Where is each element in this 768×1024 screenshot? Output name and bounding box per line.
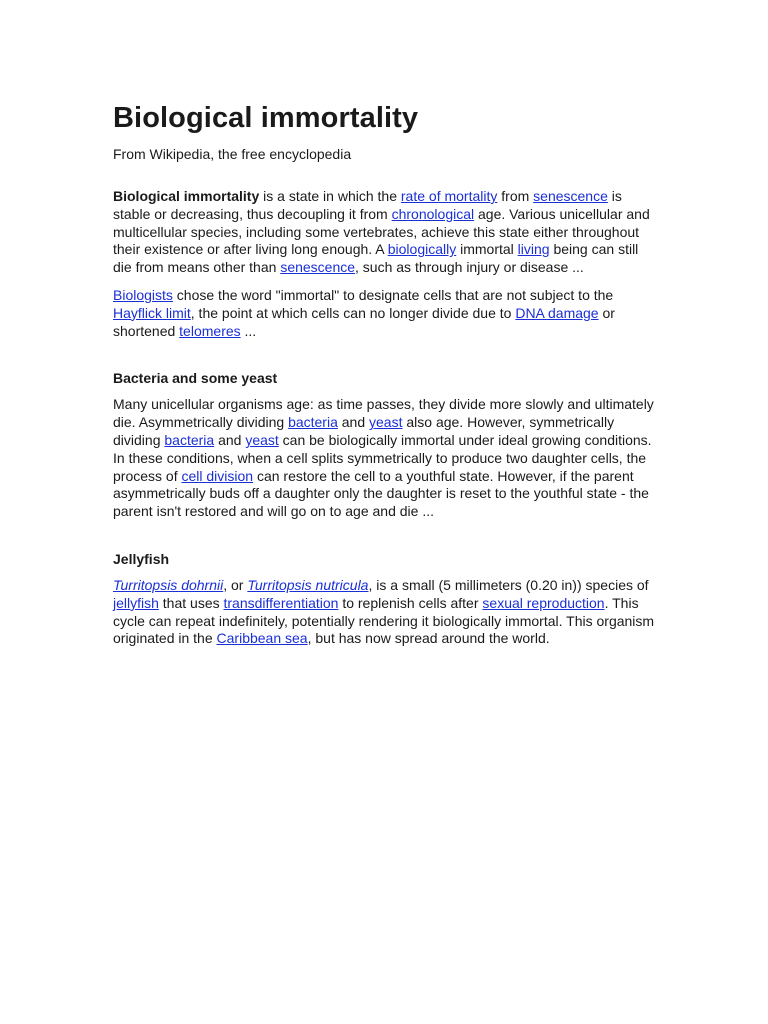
link-yeast[interactable]: yeast: [369, 414, 403, 431]
link-transdifferentiation[interactable]: transdifferentiation: [223, 594, 339, 611]
bold-lead: Biological immortality: [113, 188, 260, 204]
link-turritopsis-dohrnii[interactable]: Turritopsis dohrnii: [113, 576, 224, 593]
page-title: Biological immortality: [113, 102, 419, 134]
link-biologically[interactable]: biologically: [387, 241, 457, 258]
link-telomeres[interactable]: telomeres: [179, 322, 241, 339]
link-turritopsis-nutricula[interactable]: Turritopsis nutricula: [247, 576, 369, 593]
link-hayflick-limit[interactable]: Hayflick limit: [113, 304, 191, 321]
link-rate-of-mortality[interactable]: rate of mortality: [400, 188, 498, 204]
link-biologists[interactable]: Biologists: [113, 286, 173, 303]
link-cell-division[interactable]: cell division: [181, 467, 254, 484]
link-sexual-reproduction[interactable]: sexual reproduction: [482, 594, 605, 611]
intro-paragraph: Biological immortality is a state in which the rate of mortality from senescence is stable or decreasing, thus decoupling it from chronological age. Various unicellular and multicellular species, including some vertebrates, achieve this state either throughout their existence or after living long enough. A biologically immortal living being can still die from means other than senescence, such as through injury or disease ...: [113, 188, 650, 276]
link-caribbean-sea[interactable]: Caribbean sea: [216, 630, 308, 647]
tagline: From Wikipedia, the free encyclopedia: [113, 146, 352, 162]
section-heading-jellyfish: Jellyfish: [113, 550, 170, 567]
jellyfish-paragraph: Turritopsis dohrnii, or Turritopsis nutricula, is a small (5 millimeters (0.20 in)) species of jellyfish that uses transdifferentiation to replenish cells after sexual reproduction. This cycle can repeat indefinitely, potentially rendering it biologically immortal. This organism originated in the Caribbean sea, but has now spread around the world.: [113, 576, 655, 647]
link-living[interactable]: living: [517, 241, 550, 258]
cells-paragraph: Biologists chose the word "immortal" to designate cells that are not subject to the Hayflick limit, the point at which cells can no longer divide due to DNA damage or shortened telomeres ...: [113, 286, 615, 339]
link-yeast-2[interactable]: yeast: [245, 431, 279, 448]
link-senescence-2[interactable]: senescence: [280, 259, 356, 276]
link-jellyfish[interactable]: jellyfish: [113, 594, 159, 611]
bacteria-paragraph: Many unicellular organisms age: as time passes, they divide more slowly and ultimately die. Asymmetrically dividing bacteria and yeast also age. However, symmetrically dividing bacteria and yeast can be biologically immortal under ideal growing conditions. In these conditions, when a cell splits symmetrically to produce two daughter cells, the process of cell division can restore the cell to a youthful state. However, if the parent asymmetrically buds off a daughter only the daughter is reset to the youthful state - the parent isn't restored and will go on to age and die ...: [113, 396, 654, 520]
link-dna-damage[interactable]: DNA damage: [515, 304, 599, 321]
link-bacteria[interactable]: bacteria: [288, 414, 338, 431]
section-heading-bacteria: Bacteria and some yeast: [113, 370, 278, 387]
link-chronological[interactable]: chronological: [391, 205, 475, 222]
link-bacteria-2[interactable]: bacteria: [164, 431, 215, 448]
link-senescence[interactable]: senescence: [533, 188, 608, 204]
